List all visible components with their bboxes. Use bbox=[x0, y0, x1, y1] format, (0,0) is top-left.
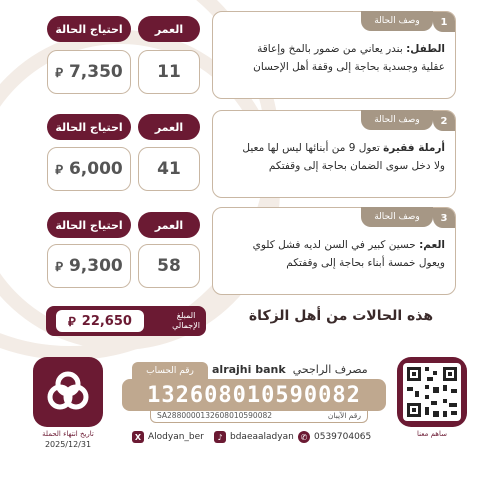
case-number: 3 bbox=[433, 208, 455, 228]
case-card-3 bbox=[212, 207, 456, 295]
age-value: 41 bbox=[138, 147, 200, 191]
headline: هذه الحالات من أهل الزكاة bbox=[248, 308, 434, 324]
qr-code[interactable] bbox=[397, 357, 467, 427]
case-header: وصف الحالة bbox=[361, 11, 433, 31]
need-label: احتياج الحالة bbox=[47, 16, 131, 42]
social-whatsapp[interactable]: ✆ 0539704065 bbox=[298, 431, 371, 443]
qr-code-icon bbox=[403, 363, 461, 421]
need-label: احتياج الحالة bbox=[47, 114, 131, 140]
riyal-icon: ⃁ bbox=[55, 259, 63, 275]
iban-row[interactable] bbox=[150, 408, 368, 423]
case-number: 1 bbox=[433, 12, 455, 32]
case-card-1 bbox=[212, 11, 456, 99]
need-value-box: ⃁ 7,350 bbox=[47, 50, 131, 94]
age-label: العمر bbox=[138, 16, 200, 42]
case-number: 2 bbox=[433, 111, 455, 131]
whatsapp-icon: ✆ bbox=[298, 431, 310, 443]
case-card-2 bbox=[212, 110, 456, 198]
case-header: وصف الحالة bbox=[361, 207, 433, 227]
account-number[interactable]: 132608010590082 bbox=[122, 379, 386, 411]
interlocking-rings-icon bbox=[33, 357, 103, 427]
total-label: المبلغ الإجمالي bbox=[172, 311, 200, 330]
age-label: العمر bbox=[138, 212, 200, 238]
age-label: العمر bbox=[138, 114, 200, 140]
iban-label: رقم الآيبان bbox=[327, 410, 361, 420]
iban-value: SA2880000132608010590082 bbox=[157, 410, 273, 420]
case-description: العم: حسين كبير في السن لديه فشل كلوي ويعول خمسة أبناء بحاجة إلى وقفتكم bbox=[252, 239, 445, 269]
tiktok-icon: ♪ bbox=[214, 431, 226, 443]
total-value-box: ⃁ 22,650 bbox=[56, 310, 144, 332]
social-twitter[interactable]: X Alodyan_ber bbox=[132, 431, 204, 443]
age-value: 11 bbox=[138, 50, 200, 94]
need-value-box: ⃁ 9,300 bbox=[47, 244, 131, 288]
riyal-icon: ⃁ bbox=[55, 65, 63, 81]
x-twitter-icon: X bbox=[132, 431, 144, 443]
campaign-end-label: تاريخ انتهاء الحملة bbox=[42, 430, 94, 438]
case-description: الطفل: بندر يعاني من ضمور بالمخ وإعاقة عقلية وجسدية بحاجة إلى وقفة أهل الإحسان bbox=[253, 43, 445, 73]
riyal-icon: ⃁ bbox=[68, 314, 76, 330]
need-value-box: ⃁ 6,000 bbox=[47, 147, 131, 191]
riyal-icon: ⃁ bbox=[55, 162, 63, 178]
account-number-label: رقم الحساب bbox=[132, 362, 208, 380]
need-label: احتياج الحالة bbox=[47, 212, 131, 238]
case-header: وصف الحالة bbox=[361, 110, 433, 130]
bank-name: alrajhi bank مصرف الراجحي bbox=[212, 363, 368, 376]
org-logo bbox=[33, 357, 103, 427]
total-amount bbox=[46, 306, 206, 336]
campaign-end-date: 2025/12/31 bbox=[44, 440, 92, 449]
qr-caption: ساهم معنا bbox=[417, 430, 447, 438]
social-tiktok[interactable]: ♪ bdaeaaladyan bbox=[214, 431, 294, 443]
case-description: أرملة فقيرة تعول 9 من أبنائها ليس لها معيل ولا دخل سوى الضمان بحاجة إلى وقفتكم bbox=[242, 142, 445, 172]
age-value: 58 bbox=[138, 244, 200, 288]
